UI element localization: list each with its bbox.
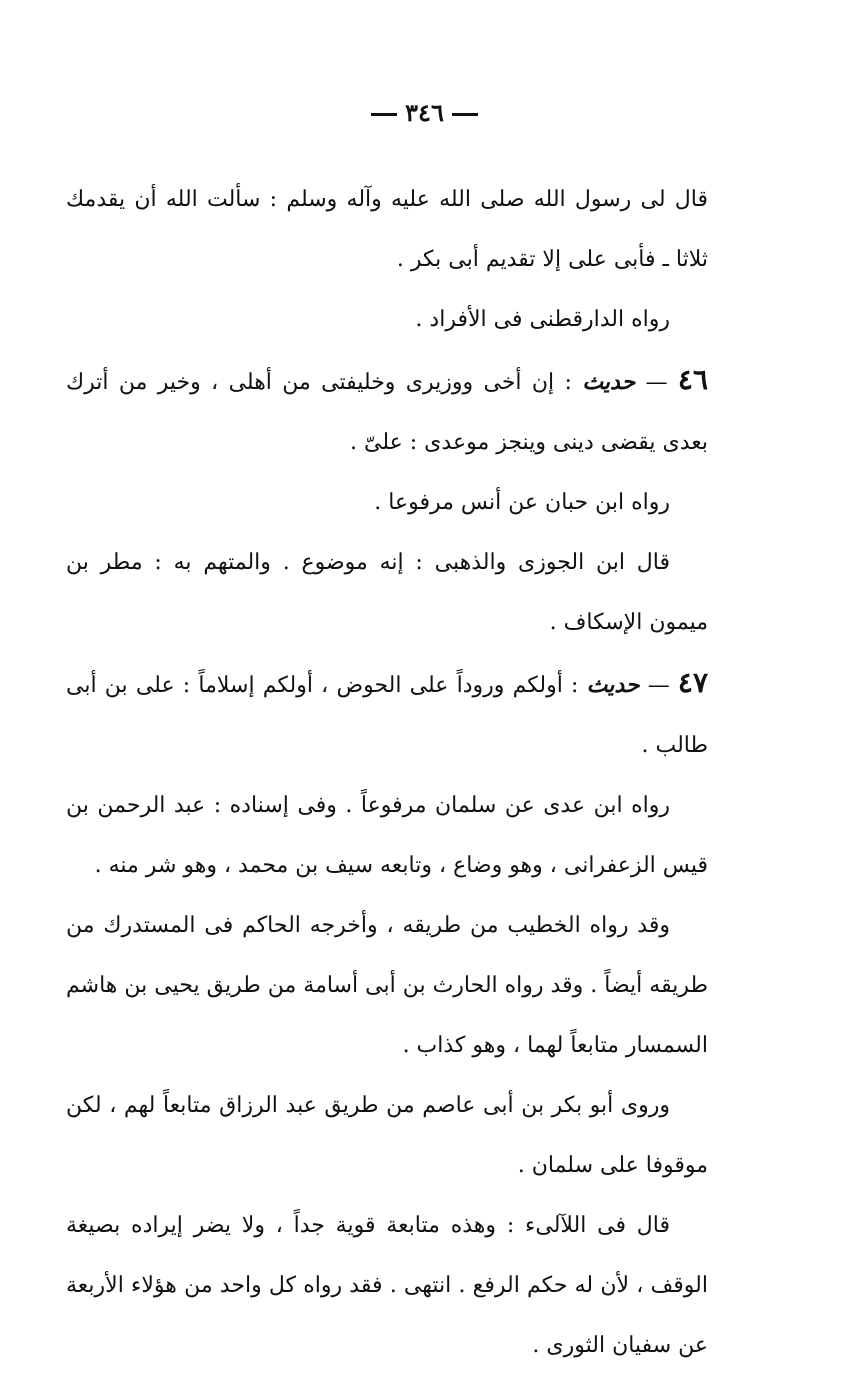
hadith-number: ٤٧ xyxy=(677,666,708,699)
paragraph-1: قال لى رسول الله صلى الله عليه وآله وسلم : سألت الله أن يقدمك ثلاثا ـ فأبى على إلا تقديم أبى بكر . xyxy=(66,187,708,272)
paragraph-7: رواه ابن عدى عن سلمان مرفوعاً . وفى إسناده : عبد الرحمن بن قيس الزعفرانى ، وهو وضاع ، وتابعه سيف بن محمد ، وهو شر منه . xyxy=(66,793,708,878)
page-number xyxy=(0,98,849,127)
page-number-text: ٣٤٦ xyxy=(405,98,444,127)
body-text xyxy=(66,170,708,1376)
paragraph-2: رواه الدارقطنى فى الأفراد . xyxy=(415,307,670,332)
paragraph-9: وروى أبو بكر بن أبى عاصم من طريق عبد الرزاق متابعاً لهم ، لكن موقوفا على سلمان . xyxy=(66,1093,708,1178)
left-dash xyxy=(371,113,397,116)
hadith-text: : إن أخى ووزيرى وخليفتى من أهلى ، وخير من أترك بعدى يقضى دينى وينجز موعدى : علىّ . xyxy=(66,370,708,455)
paragraph-4: رواه ابن حبان عن أنس مرفوعا . xyxy=(374,490,670,515)
paragraph-8: وقد رواه الخطيب من طريقه ، وأخرجه الحاكم فى المستدرك من طريقه أيضاً . وقد رواه الحارث بن أبى أسامة من طريق يحيى بن هاشم السمسار متابعاً لهما ، وهو كذاب . xyxy=(66,913,708,1058)
hadith-46: ٤٦ — حديث : إن أخى ووزيرى وخليفتى من أهلى ، وخير من أترك بعدى يقضى دينى وينجز موعدى : علىّ . xyxy=(66,363,708,455)
paragraph-10: قال فى اللآلىء : وهذه متابعة قوية جداً ، ولا يضر إيراده بصيغة الوقف ، لأن له حكم الرفع . انتهى . فقد رواه كل واحد من هؤلاء الأربعة عن سفيان الثورى . xyxy=(66,1213,708,1358)
paragraph-5: قال ابن الجوزى والذهبى : إنه موضوع . والمتهم به : مطر بن ميمون الإسكاف . xyxy=(66,550,708,635)
hadith-47: ٤٧ — حديث : أولكم وروداً على الحوض ، أولكم إسلاماً : على بن أبى طالب . xyxy=(66,666,708,758)
hadith-label: حديث xyxy=(582,369,636,395)
hadith-label: حديث xyxy=(586,672,640,698)
hadith-text: : أولكم وروداً على الحوض ، أولكم إسلاماً : على بن أبى طالب . xyxy=(66,673,708,758)
hadith-number: ٤٦ xyxy=(677,363,708,396)
right-dash xyxy=(452,113,478,116)
